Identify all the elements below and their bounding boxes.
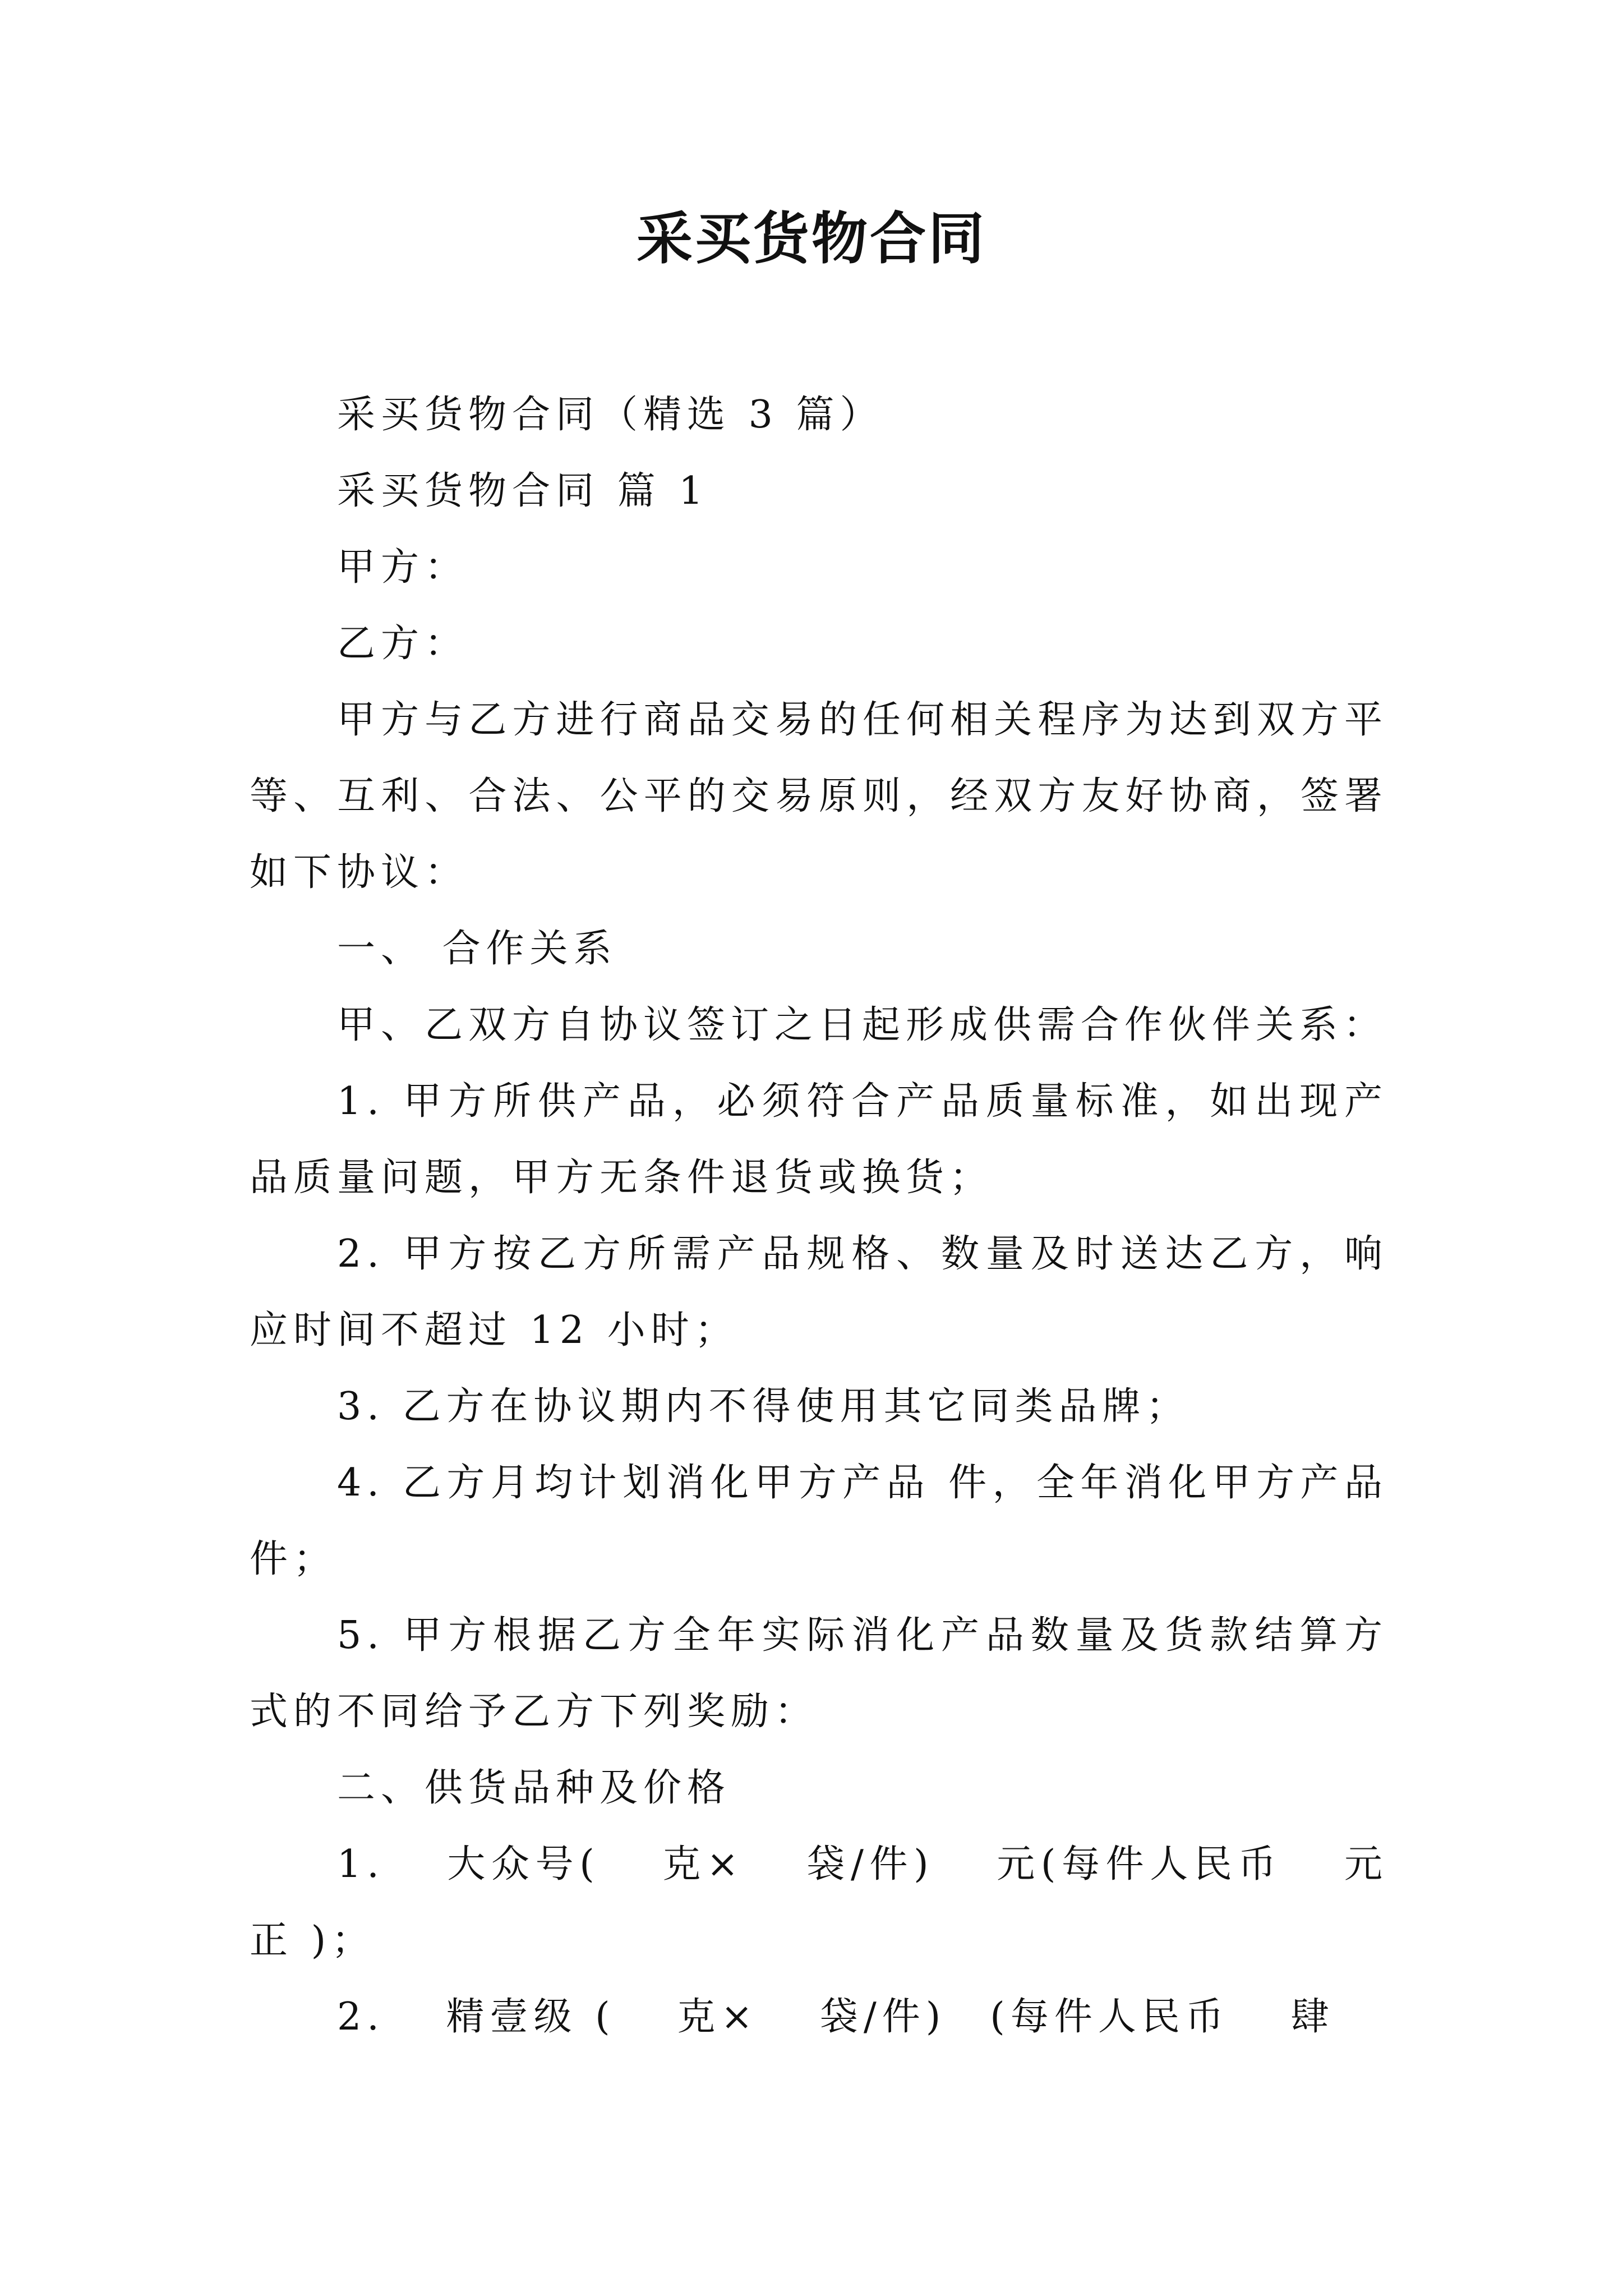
paragraph-heading-cooperation: 一、 合作关系 — [337, 927, 617, 971]
paragraph-product-2: 2. 精壹级 ( 克× 袋/件) (每件人民币 肆 — [337, 1995, 1335, 2039]
paragraph-clause-2: 2. 甲方按乙方所需产品规格、数量及时送达乙方，响应时间不超过 12 小时； — [250, 1232, 1388, 1352]
paragraph-product-1: 1. 大众号( 克× 袋/件) 元(每件人民币 元正 )； — [250, 1842, 1388, 1963]
document-body — [250, 377, 1388, 2055]
paragraph-subtitle: 采买货物合同（精选 3 篇） — [337, 393, 884, 437]
paragraph-clause-1: 1. 甲方所供产品，必须符合产品质量标准，如出现产品质量问题，甲方无条件退货或换货； — [250, 1079, 1388, 1200]
paragraph-clause-3: 3. 乙方在协议期内不得使用其它同类品牌； — [337, 1384, 1190, 1429]
paragraph-section-heading: 采买货物合同 篇 1 — [337, 469, 709, 513]
paragraph-cooperation-intro: 甲、乙双方自协议签订之日起形成供需合作伙伴关系： — [337, 1003, 1387, 1047]
paragraph-party-b: 乙方： — [337, 622, 469, 666]
paragraph-party-a: 甲方： — [337, 545, 469, 590]
paragraph-heading-products: 二、供货品种及价格 — [337, 1766, 731, 1810]
paragraph-clause-5: 5. 甲方根据乙方全年实际消化产品数量及货款结算方式的不同给予乙方下列奖励： — [250, 1613, 1388, 1734]
document-title: 采买货物合同 — [637, 205, 986, 272]
paragraph-clause-4: 4. 乙方月均计划消化甲方产品 件，全年消化甲方产品 件； — [250, 1461, 1388, 1581]
paragraph-preamble: 甲方与乙方进行商品交易的任何相关程序为达到双方平等、互利、合法、公平的交易原则，经双方友好协商，签署如下协议： — [250, 698, 1388, 895]
